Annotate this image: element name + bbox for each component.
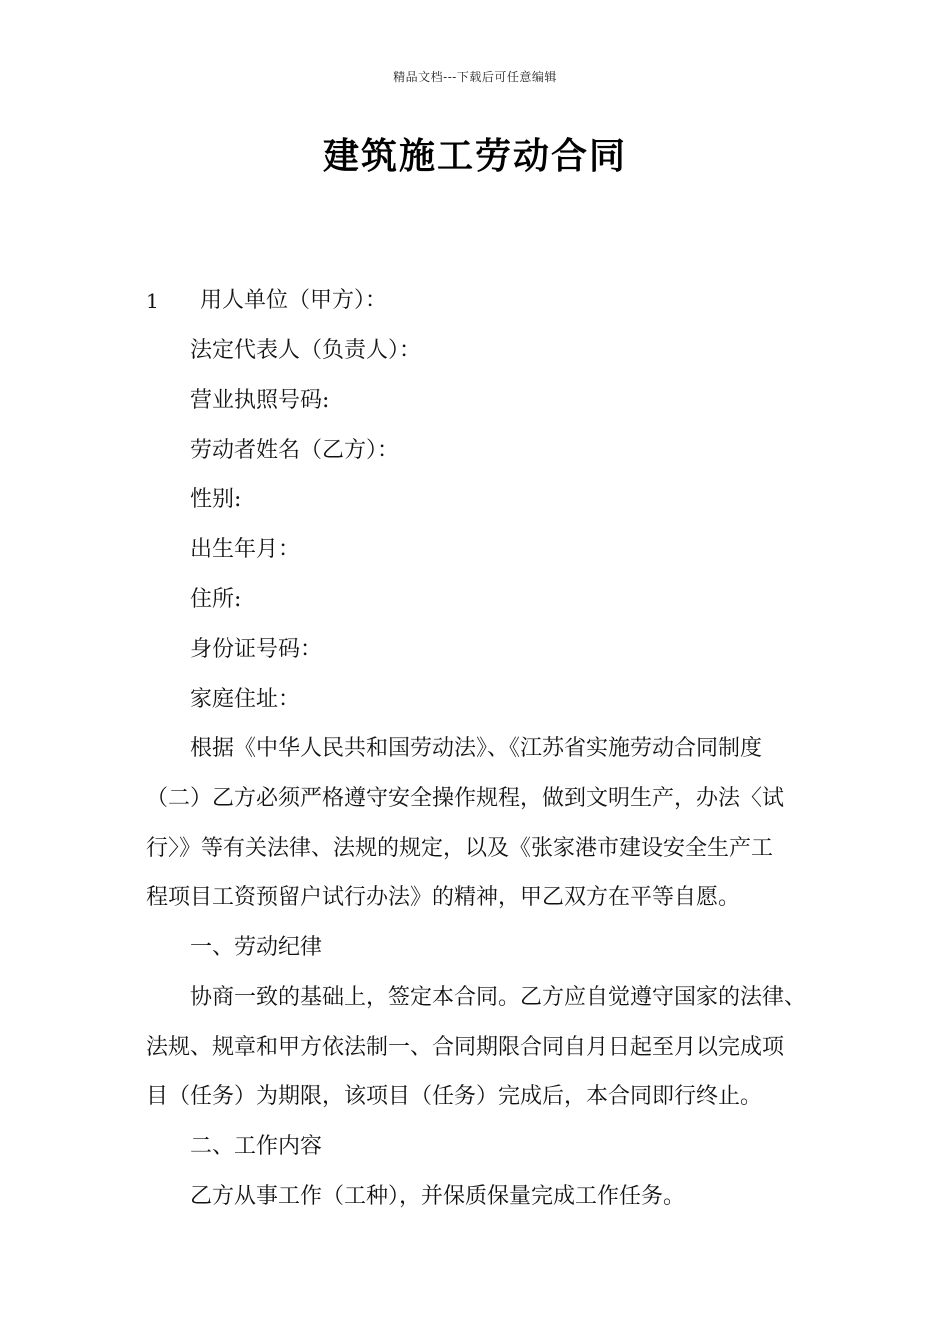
gender-field: 性别: xyxy=(190,487,242,512)
paragraph-line: （二）乙方必须严格遵守安全操作规程，做到文明生产，办法〈试 xyxy=(146,786,785,811)
paragraph-line: 行〉》等有关法律、法规的规定，以及《张家港市建设安全生产工 xyxy=(146,836,774,861)
section-heading: 一、劳动纪律 xyxy=(190,935,323,960)
document-title: 建筑施工劳动合同 xyxy=(322,135,627,177)
legal-representative-field: 法定代表人（负责人）： xyxy=(190,338,422,363)
paragraph-line: 目（任务）为期限，该项目（任务）完成后，本合同即行终止。 xyxy=(146,1084,763,1109)
paragraph-line: 程项目工资预留户试行办法》的精神，甲乙双方在平等自愿。 xyxy=(146,885,741,910)
birth-date-field: 出生年月： xyxy=(190,537,301,562)
home-address-field: 家庭住址： xyxy=(190,687,301,712)
employer-field: 用人单位（甲方）： xyxy=(200,288,388,313)
worker-name-field: 劳动者姓名（乙方）： xyxy=(190,438,400,463)
business-license-field: 营业执照号码: xyxy=(190,388,330,413)
paragraph-line: 协商一致的基础上，签定本合同。乙方应自觉遵守国家的法律、 xyxy=(190,985,807,1010)
paragraph-line: 法规、规章和甲方依法制一、合同期限合同自月日起至月以完成项 xyxy=(146,1035,785,1060)
paragraph-line: 乙方从事工作（工种），并保质保量完成工作任务。 xyxy=(190,1184,686,1209)
section-heading: 二、工作内容 xyxy=(190,1134,323,1159)
header-note: 精品文档---下载后可任意编辑 xyxy=(393,70,557,84)
paragraph-line: 根据《中华人民共和国劳动法》、《江苏省实施劳动合同制度 xyxy=(190,736,763,761)
id-number-field: 身份证号码： xyxy=(190,637,323,662)
item-number: 1 xyxy=(146,289,159,313)
residence-field: 住所: xyxy=(190,587,242,612)
